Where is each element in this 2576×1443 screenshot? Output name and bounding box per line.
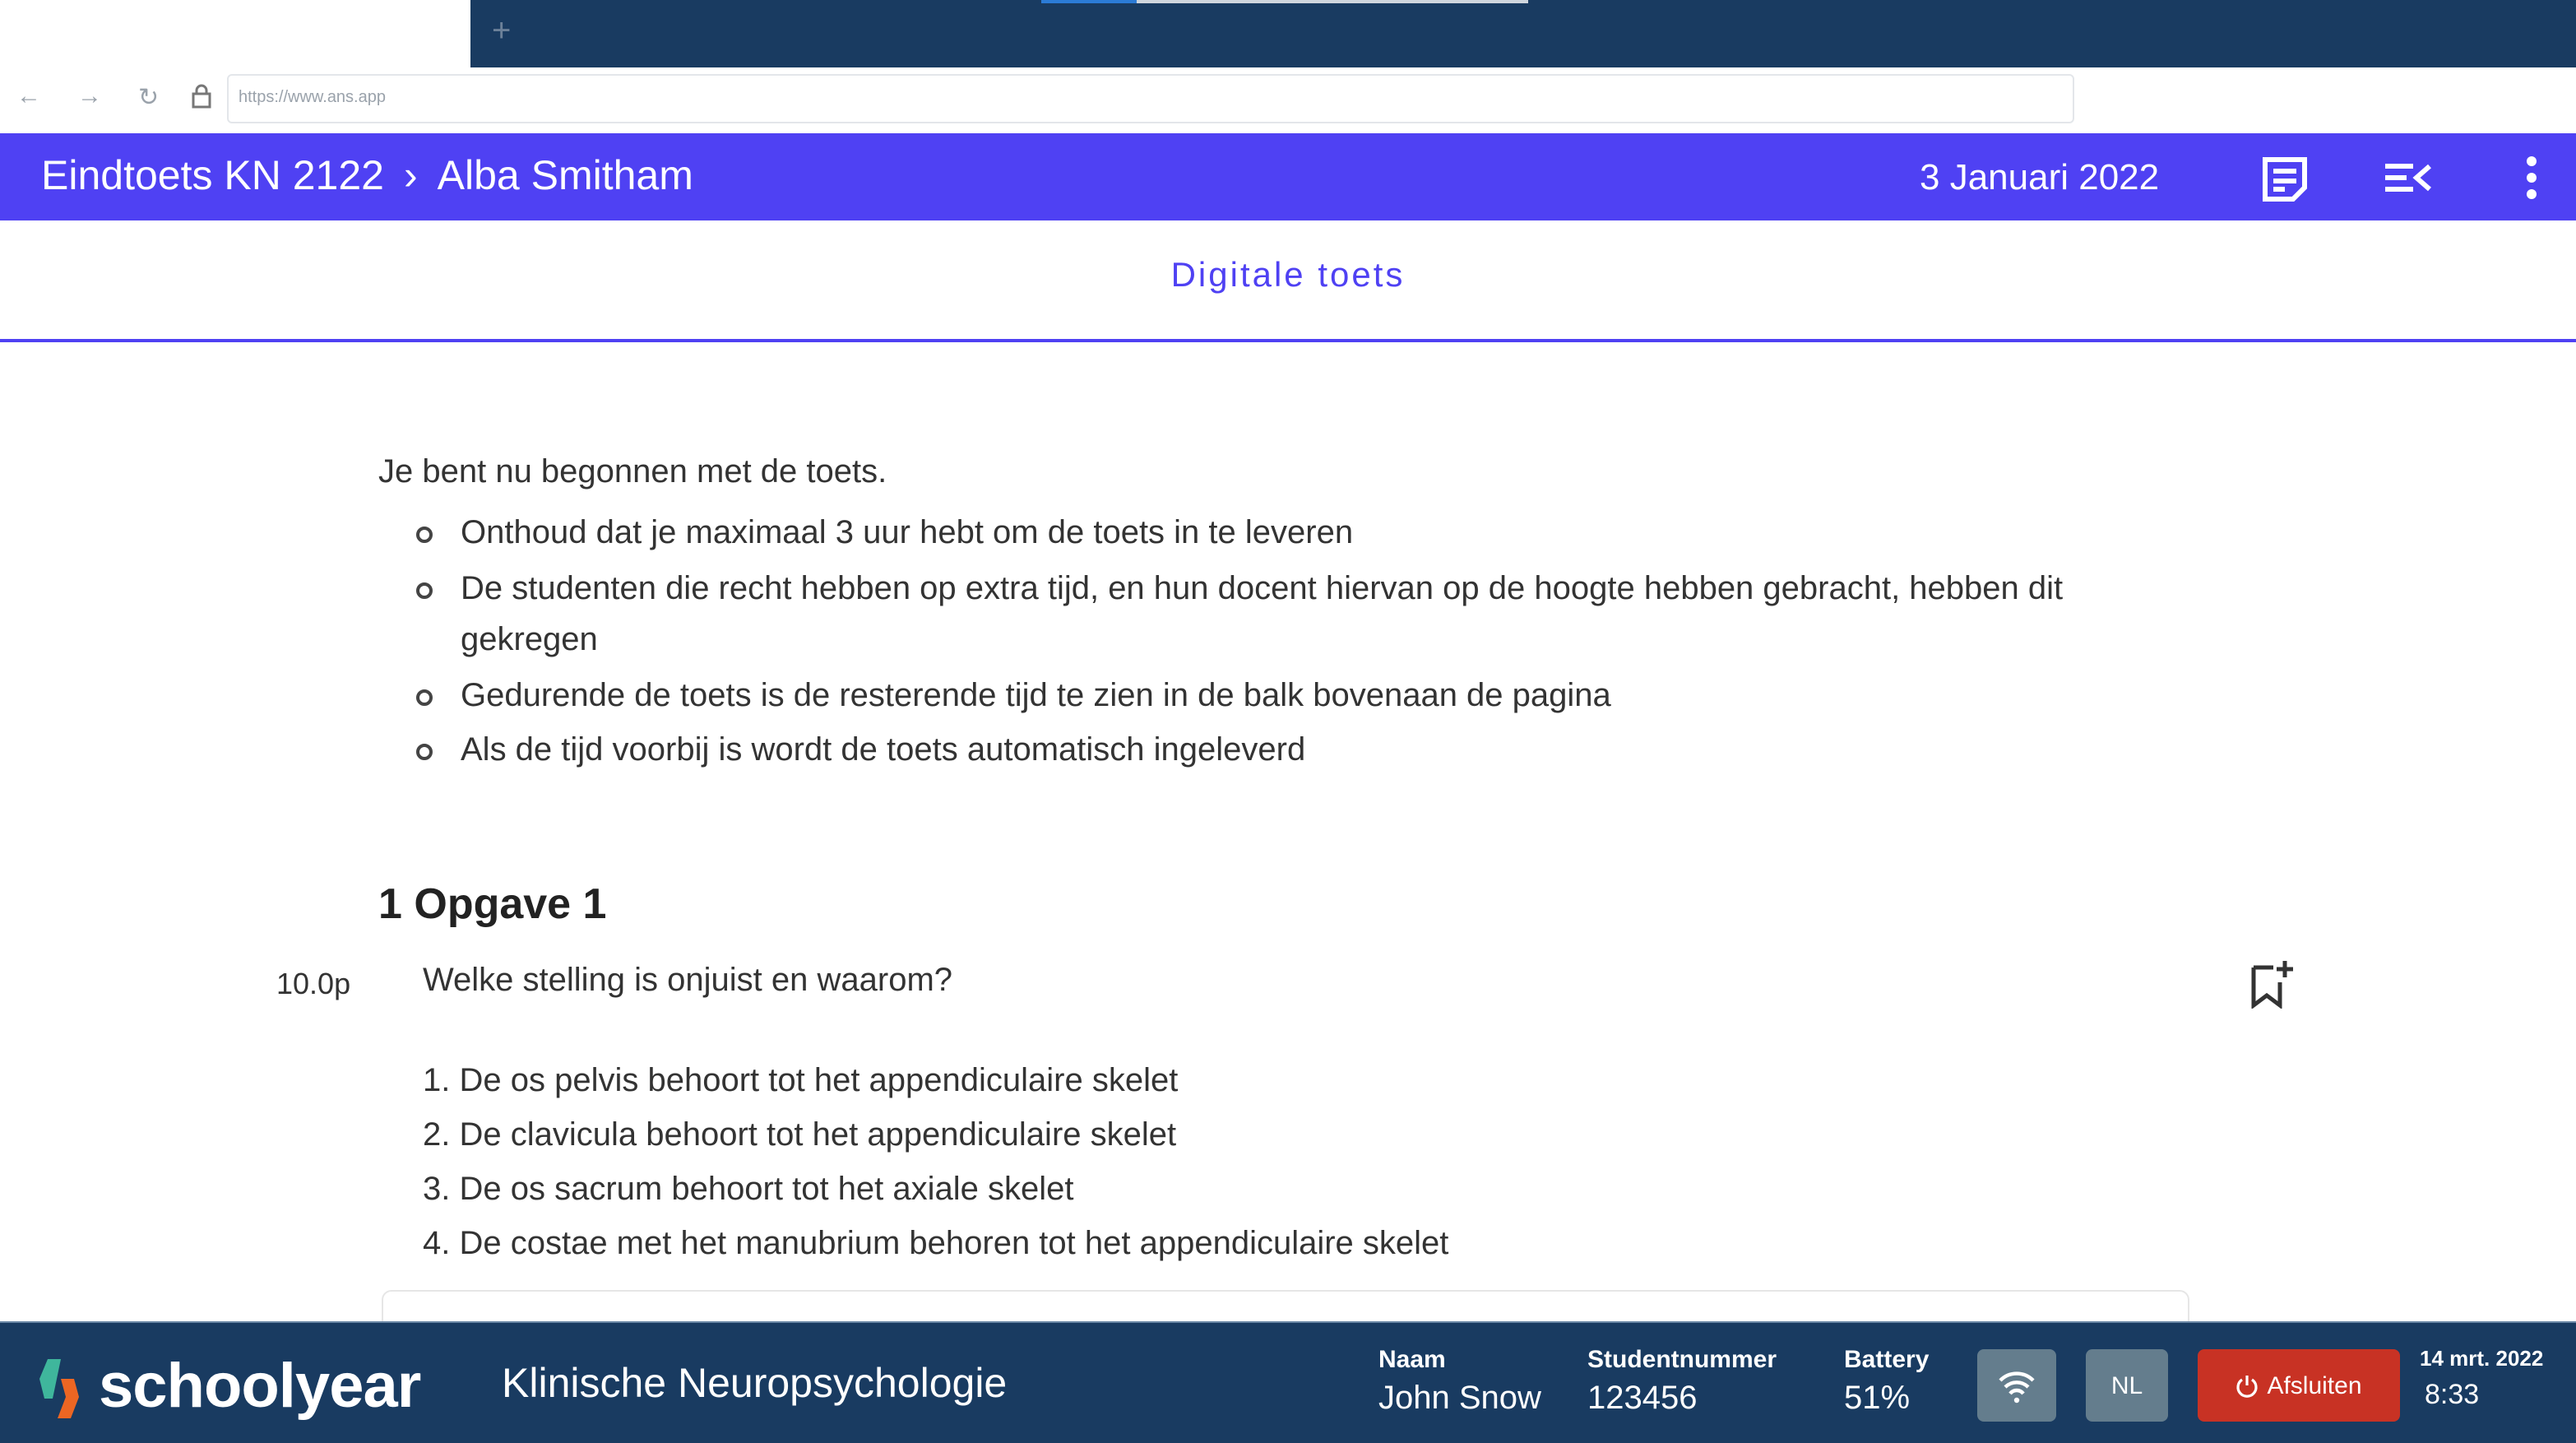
quit-label: Afsluiten: [2267, 1371, 2362, 1399]
option-item: 4. De costae met het manubrium behoren tot het appendiculaire skelet: [423, 1226, 1449, 1262]
forward-icon[interactable]: →: [77, 82, 102, 110]
battery-block: [1844, 1346, 1929, 1418]
logo-mark-icon: [36, 1358, 92, 1417]
more-options-icon[interactable]: [2507, 155, 2556, 201]
bookmark-add-icon[interactable]: [2249, 959, 2295, 1017]
wifi-icon: [1997, 1367, 2036, 1404]
student-number-label: Studentnummer: [1587, 1346, 1777, 1374]
rules-list: [461, 508, 2204, 781]
lock-icon: [191, 84, 212, 115]
tab-underline: [0, 339, 2576, 342]
rule-item: Als de tijd voorbij is wordt de toets automatisch ingeleverd: [461, 726, 2204, 777]
question-text: Welke stelling is onjuist en waarom?: [423, 963, 953, 999]
name-label: Naam: [1378, 1346, 1446, 1374]
schoolyear-logo: [36, 1353, 420, 1423]
logo-text: schoolyear: [99, 1353, 421, 1422]
rule-item: Gedurende de toets is de resterende tijd te zien in de balk bovenaan de pagina: [461, 670, 2204, 722]
clock-time: 8:33: [2425, 1379, 2480, 1410]
student-number-block: [1587, 1346, 1777, 1418]
new-tab-button[interactable]: +: [492, 13, 512, 49]
intro-text: Je bent nu begonnen met de toets.: [378, 454, 887, 490]
back-icon[interactable]: ←: [16, 82, 41, 110]
student-number: 123456: [1587, 1380, 1698, 1417]
clock-date: 14 mrt. 2022: [2420, 1346, 2544, 1371]
option-item: 3. De os sacrum behoort tot het axiale skelet: [423, 1172, 1074, 1208]
tab-digital-exam[interactable]: Digitale toets: [1170, 257, 1406, 295]
rule-item: Onthoud dat je maximaal 3 uur hebt om de toets in te leveren: [461, 508, 2204, 560]
power-icon: [2235, 1373, 2259, 1398]
name-block: [1378, 1346, 1541, 1418]
language-button[interactable]: NL: [2086, 1349, 2168, 1422]
wifi-button[interactable]: [1977, 1349, 2056, 1422]
breadcrumb-student: Alba Smitham: [437, 153, 693, 199]
reload-icon[interactable]: ↻: [138, 84, 160, 112]
notes-icon[interactable]: [2260, 155, 2310, 201]
option-item: 1. De os pelvis behoort tot het appendiculaire skelet: [423, 1063, 1179, 1099]
student-name: John Snow: [1378, 1380, 1541, 1417]
battery-value: 51%: [1844, 1380, 1911, 1417]
url-input[interactable]: https://www.ans.app: [227, 74, 2074, 123]
breadcrumb: [41, 153, 693, 201]
breadcrumb-separator: ›: [403, 153, 418, 199]
exam-date: 3 Januari 2022: [1920, 156, 2160, 197]
battery-label: Battery: [1844, 1346, 1930, 1374]
clock: [2420, 1346, 2543, 1412]
app-header: [0, 133, 2576, 220]
tab-progress: [1041, 0, 1137, 3]
breadcrumb-exam[interactable]: Eindtoets KN 2122: [41, 153, 384, 199]
option-item: 2. De clavicula behoort tot het appendiculaire skelet: [423, 1117, 1177, 1153]
question-points: 10.0p: [276, 967, 351, 1000]
course-name: Klinische Neuropsychologie: [502, 1361, 1008, 1407]
menu-collapse-icon[interactable]: [2384, 155, 2433, 201]
quit-button[interactable]: [2198, 1349, 2400, 1422]
rule-item: De studenten die recht hebben op extra tijd, en hun docent hiervan op de hoogte hebben gebracht, hebben dit gekregen: [461, 564, 2204, 667]
footer-bar: [0, 1321, 2576, 1443]
browser-tab-bar: [470, 0, 2576, 67]
answer-options: [423, 1055, 1448, 1272]
question-heading: 1 Opgave 1: [378, 879, 607, 928]
